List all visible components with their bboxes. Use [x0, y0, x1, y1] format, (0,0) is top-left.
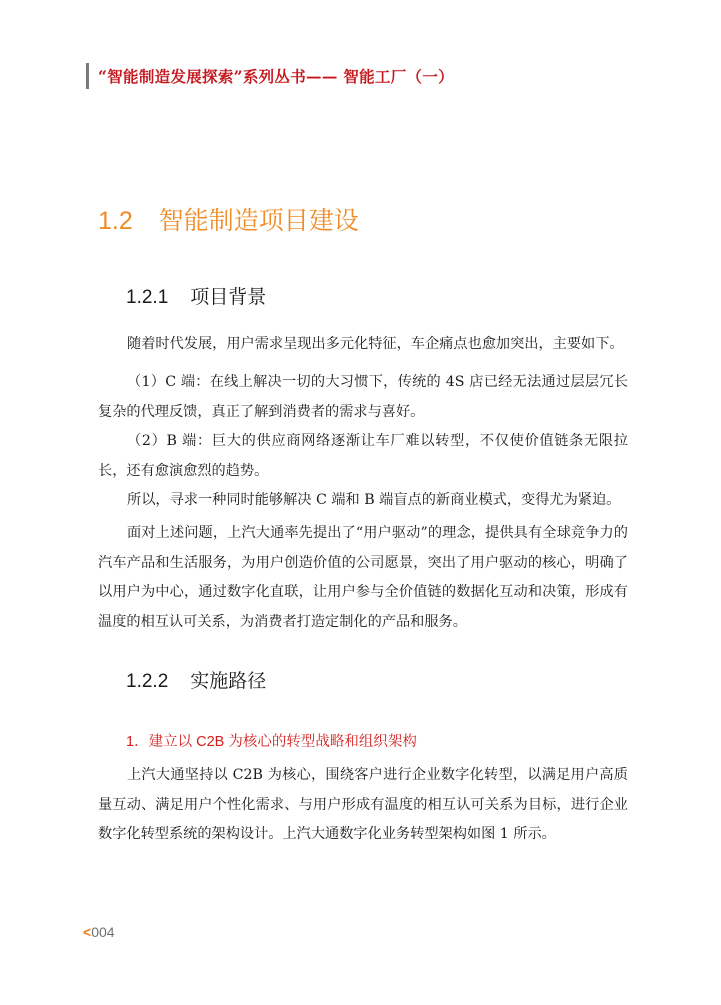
paragraph: （1）C 端：在线上解决一切的大习惯下，传统的 4S 店已经无法通过层层冗长复杂的代理反馈，真正了解到消费者的需求与喜好。 [98, 374, 628, 420]
subsection-title: 项目背景 [190, 287, 267, 308]
subsection-number: 1.2.1 [126, 287, 169, 308]
subsection-heading-background [126, 282, 266, 309]
numbered-item-heading: 1．建立以 C2B 为核心的转型战略和组织架构 [126, 734, 417, 750]
subsection-heading-implementation [126, 666, 266, 693]
subsection-title: 实施路径 [190, 671, 267, 692]
page-marker-icon: < [83, 924, 92, 940]
subsection-number: 1.2.2 [126, 671, 169, 692]
paragraph: 所以，寻求一种同时能够解决 C 端和 B 端盲点的新商业模式，变得尤为紧迫。 [127, 492, 621, 508]
section-number: 1.2 [98, 207, 133, 235]
page-number-value: 004 [91, 924, 115, 940]
section-title: 智能制造项目建设 [158, 207, 359, 235]
page-number [83, 924, 115, 940]
running-title: “智能制造发展探索”系列丛书—— 智能工厂（一） [98, 67, 454, 86]
section-heading [98, 201, 359, 237]
paragraph: 上汽大通坚持以 C2B 为核心，围绕客户进行企业数字化转型，以满足用户高质量互动、满足用户个性化需求、与用户形成有温度的相互认可关系为目标，进行企业数字化转型系统的架构设计。上汽大通数字化业务转型架构如图 1 所示。 [98, 767, 628, 842]
paragraph: 随着时代发展，用户需求呈现出多元化特征，车企痛点也愈加突出，主要如下。 [127, 336, 624, 352]
header-divider-bar [86, 63, 89, 89]
paragraph: （2）B 端：巨大的供应商网络逐渐让车厂难以转型，不仅使价值链条无限拉长，还有愈演愈烈的趋势。 [98, 433, 628, 479]
paragraph: 面对上述问题，上汽大通率先提出了“用户驱动”的理念，提供具有全球竞争力的汽车产品和生活服务，为用户创造价值的公司愿景，突出了用户驱动的核心，明确了以用户为中心，通过数字化直联，让用户参与全价值链的数据化互动和决策，形成有温度的相互认可关系，为消费者打造定制化的产品和服务。 [98, 525, 628, 630]
running-header [86, 63, 454, 89]
